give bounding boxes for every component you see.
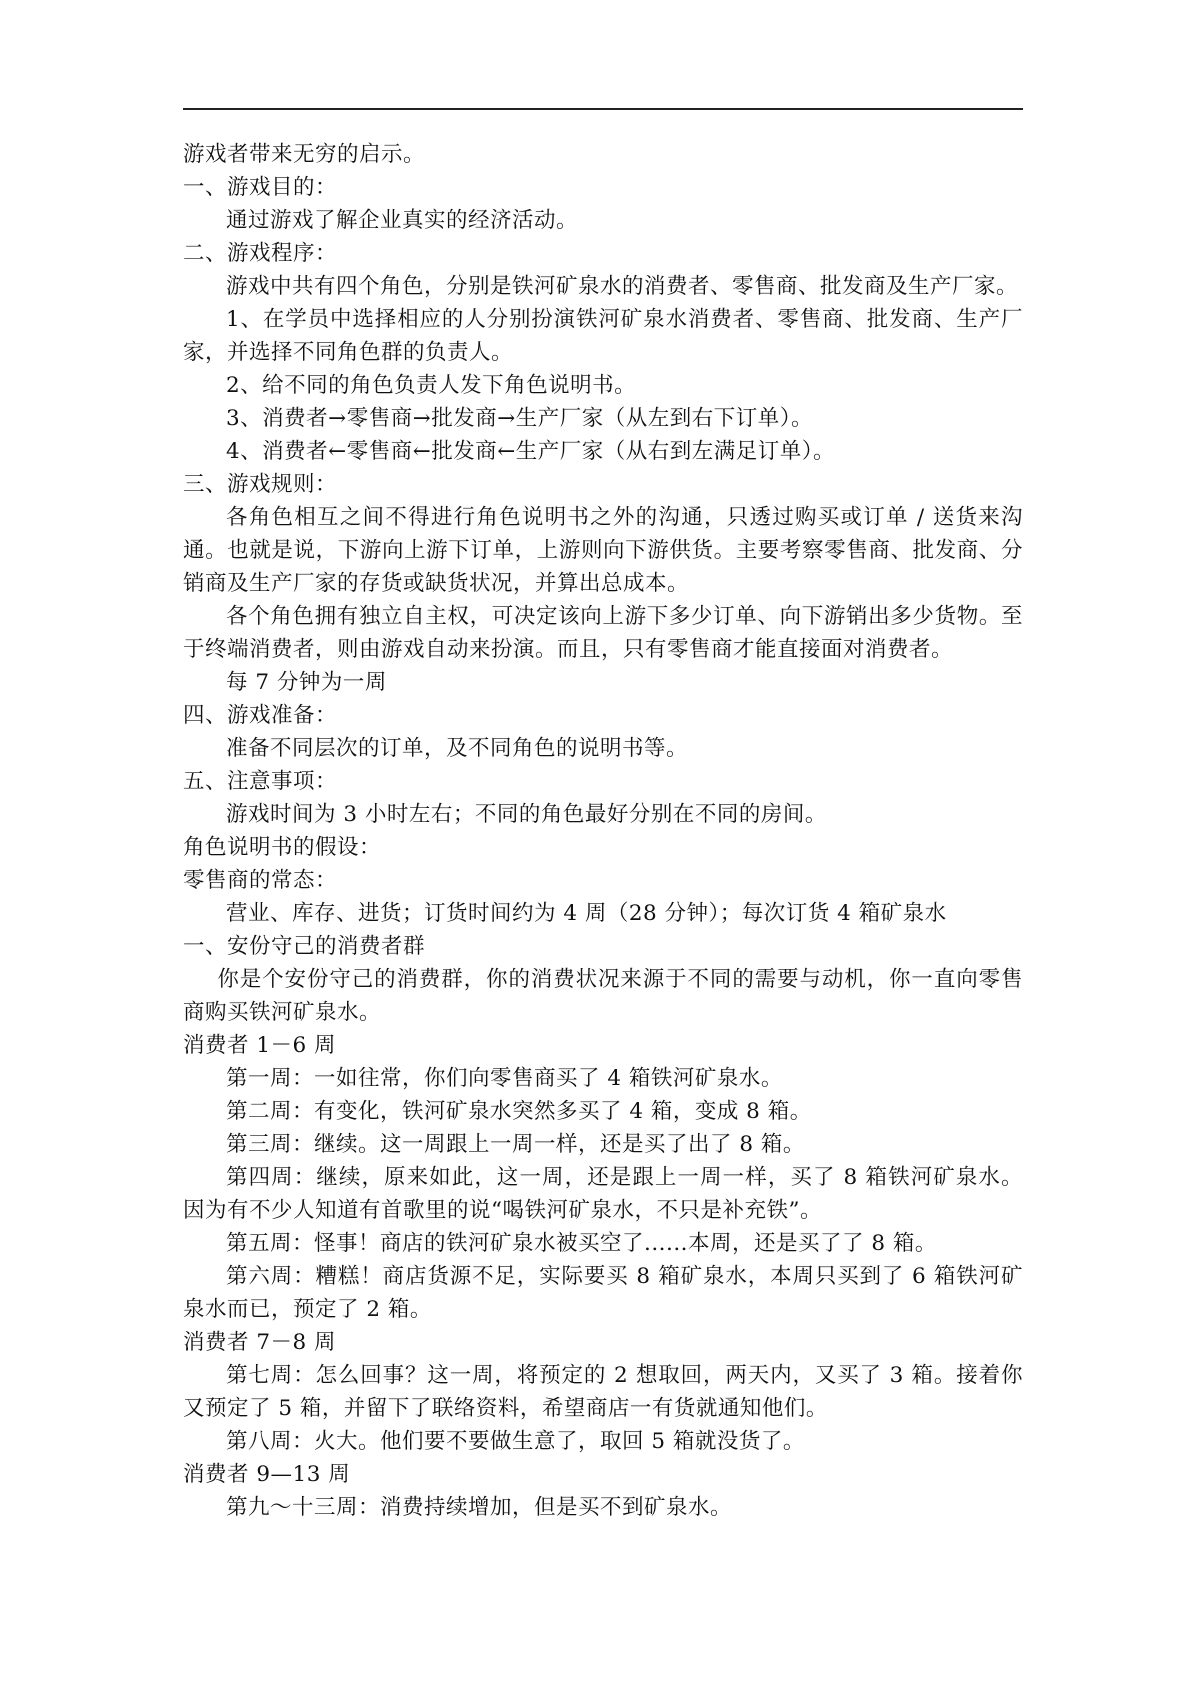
section-heading: 四、游戏准备： — [183, 703, 338, 728]
paragraph: 游戏时间为 3 小时左右；不同的角色最好分别在不同的房间。 — [226, 802, 827, 827]
section-heading: 三、游戏规则： — [183, 472, 338, 497]
header-rule — [183, 108, 1023, 110]
list-item: 4、消费者←零售商←批发商←生产厂家（从右到左满足订单）。 — [226, 439, 835, 464]
section-heading: 消费者 7－8 周 — [183, 1330, 337, 1355]
paragraph: 游戏中共有四个角色，分别是铁河矿泉水的消费者、零售商、批发商及生产厂家。 — [226, 274, 1019, 299]
paragraph: 准备不同层次的订单，及不同角色的说明书等。 — [226, 736, 689, 761]
paragraph: 第六周：糟糕！商店货源不足，实际要买 8 箱矿泉水，本周只买到了 6 箱铁河矿泉水而已，预定了 2 箱。 — [183, 1264, 1023, 1322]
paragraph: 第八周：火大。他们要不要做生意了，取回 5 箱就没货了。 — [226, 1429, 805, 1454]
section-heading: 一、安份守己的消费者群 — [183, 934, 426, 959]
paragraph: 第五周：怪事！商店的铁河矿泉水被买空了......本周，还是买了了 8 箱。 — [226, 1231, 937, 1256]
paragraph: 营业、库存、进货；订货时间约为 4 周（28 分钟）；每次订货 4 箱矿泉水 — [226, 901, 947, 926]
paragraph: 第九～十三周：消费持续增加，但是买不到矿泉水。 — [226, 1495, 733, 1520]
list-item: 1、在学员中选择相应的人分别扮演铁河矿泉水消费者、零售商、批发商、生产厂家，并选择不同角色群的负责人。 — [183, 307, 1023, 365]
list-item: 3、消费者→零售商→批发商→生产厂家（从左到右下订单）。 — [226, 406, 813, 431]
paragraph: 游戏者带来无穷的启示。 — [183, 142, 426, 167]
document-body — [183, 138, 1023, 1524]
section-heading: 消费者 1－6 周 — [183, 1033, 337, 1058]
paragraph: 每 7 分钟为一周 — [226, 670, 387, 695]
paragraph: 通过游戏了解企业真实的经济活动。 — [226, 208, 579, 233]
paragraph: 第一周：一如往常，你们向零售商买了 4 箱铁河矿泉水。 — [226, 1066, 783, 1091]
section-heading: 角色说明书的假设： — [183, 835, 382, 860]
paragraph: 第七周：怎么回事？这一周，将预定的 2 想取回，两天内，又买了 3 箱。接着你又预定了 5 箱，并留下了联络资料，希望商店一有货就通知他们。 — [183, 1363, 1023, 1421]
section-heading: 零售商的常态： — [183, 868, 338, 893]
section-heading: 消费者 9—13 周 — [183, 1462, 351, 1487]
section-heading: 二、游戏程序： — [183, 241, 338, 266]
section-heading: 五、注意事项： — [183, 769, 338, 794]
list-item: 2、给不同的角色负责人发下角色说明书。 — [226, 373, 637, 398]
paragraph: 第三周：继续。这一周跟上一周一样，还是买了出了 8 箱。 — [226, 1132, 805, 1157]
paragraph: 各角色相互之间不得进行角色说明书之外的沟通，只透过购买或订单 / 送货来沟通。也就是说，下游向上游下订单，上游则向下游供货。主要考察零售商、批发商、分销商及生产厂家的存货或缺货状况，并算出总成本。 — [183, 505, 1023, 596]
paragraph: 第四周：继续，原来如此，这一周，还是跟上一周一样，买了 8 箱铁河矿泉水。因为有不少人知道有首歌里的说“喝铁河矿泉水，不只是补充铁”。 — [183, 1165, 1023, 1223]
paragraph: 你是个安份守己的消费群，你的消费状况来源于不同的需要与动机，你一直向零售商购买铁河矿泉水。 — [183, 967, 1023, 1025]
paragraph: 第二周：有变化，铁河矿泉水突然多买了 4 箱，变成 8 箱。 — [226, 1099, 812, 1124]
paragraph: 各个角色拥有独立自主权，可决定该向上游下多少订单、向下游销出多少货物。至于终端消费者，则由游戏自动来扮演。而且，只有零售商才能直接面对消费者。 — [183, 604, 1023, 662]
section-heading: 一、游戏目的： — [183, 175, 338, 200]
